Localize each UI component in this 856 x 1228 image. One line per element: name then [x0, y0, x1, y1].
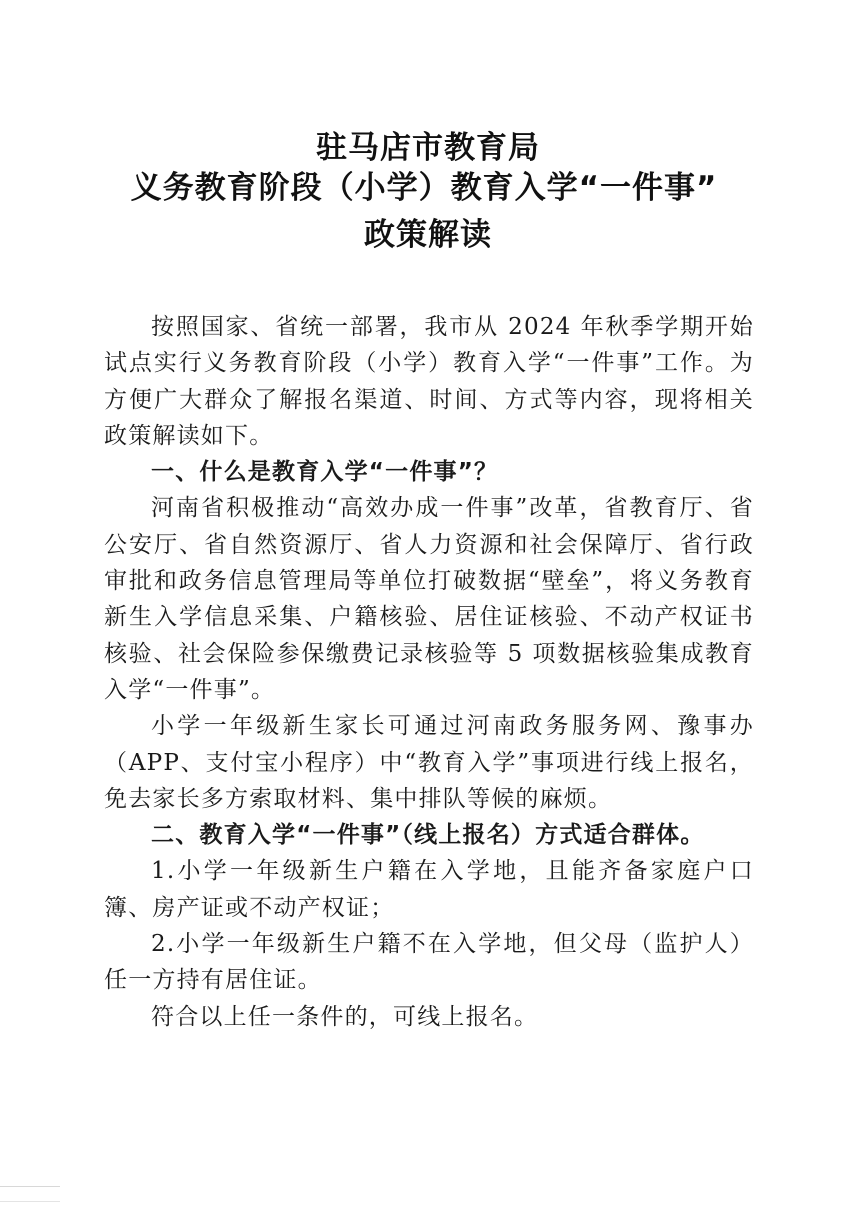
paragraph-reform: 河南省积极推动“高效办成一件事”改革，省教育厅、省公安厅、省自然资源厅、省人力资源和社会保障厅、省行政审批和政务信息管理局等单位打破数据“壁垒”，将义务教育新生入学信息采集、户籍核验、居住证核验、不动产权证书核验、社会保险参保缴费记录核验等 5 项数据核验集成教育入学“一件事”。 — [104, 495, 754, 703]
scan-edge-mark — [0, 1186, 60, 1202]
title-line-2: 义务教育阶段（小学）教育入学“一件事” — [130, 170, 718, 206]
section-heading-2: 二、教育入学“一件事”（线上报名）方式适合群体。 — [151, 822, 705, 849]
document-body — [104, 309, 754, 1035]
section-heading-1: 一、什么是教育入学“一件事”？ — [151, 459, 499, 486]
list-item-condition-1: 1.小学一年级新生户籍在入学地，且能齐备家庭户口簿、房产证或不动产权证； — [104, 858, 754, 921]
paragraph-online-signup: 小学一年级新生家长可通过河南政务服务网、豫事办（APP、支付宝小程序）中“教育入学”事项进行线上报名，免去家长多方索取材料、集中排队等候的麻烦。 — [104, 713, 754, 812]
title-line-1: 驻马店市教育局 — [316, 130, 540, 166]
title-line-3: 政策解读 — [364, 217, 492, 253]
list-item-condition-2: 2.小学一年级新生户籍不在入学地，但父母（监护人）任一方持有居住证。 — [104, 931, 754, 994]
paragraph-conclusion: 符合以上任一条件的，可线上报名。 — [151, 1003, 539, 1030]
paragraph-intro: 按照国家、省统一部署，我市从 2024 年秋季学期开始试点实行义务教育阶段（小学）教育入学“一件事”工作。为方便广大群众了解报名渠道、时间、方式等内容，现将相关政策解读如下。 — [104, 314, 754, 449]
